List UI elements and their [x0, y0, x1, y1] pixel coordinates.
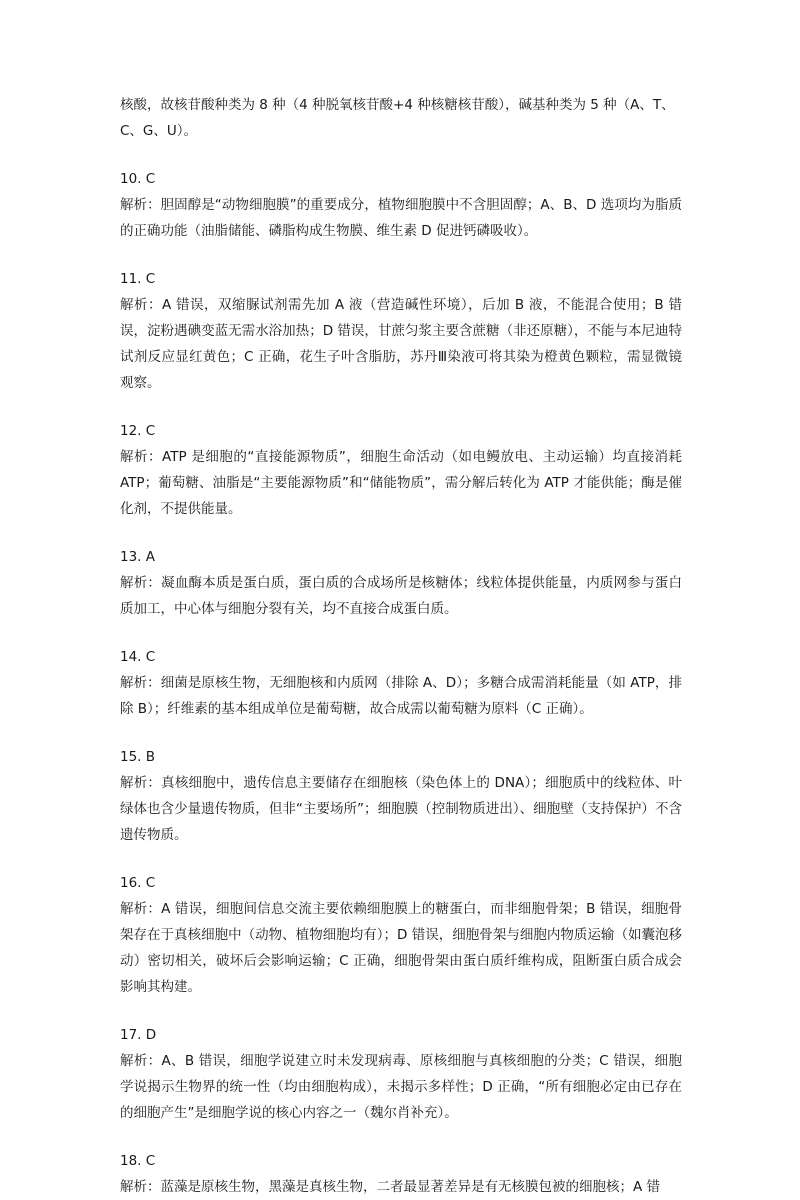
intro-paragraph: 核酸，故核苷酸种类为 8 种（4 种脱氧核苷酸+4 种核糖核苷酸），碱基种类为 5 种（A、T、C、G、U）。	[120, 97, 675, 139]
answer-label: 16. C	[120, 875, 156, 891]
explanation-text: 解析：蓝藻是原核生物，黑藻是真核生物，二者最显著差异是有无核膜包被的细胞核；A 错	[120, 1179, 661, 1195]
explanation-text: 解析：A、B 错误，细胞学说建立时未发现病毒、原核细胞与真核细胞的分类；C 错误，细胞学说揭示生物界的统一性（均由细胞构成），未揭示多样性；D 正确，“所有细胞必定由已存在的细胞产生”是细胞学说的核心内容之一（魏尔肖补充）。	[120, 1053, 682, 1121]
answer-item-12	[120, 418, 682, 522]
explanation-text: 解析：凝血酶本质是蛋白质，蛋白质的合成场所是核糖体；线粒体提供能量，内质网参与蛋白质加工，中心体与细胞分裂有关，均不直接合成蛋白质。	[120, 575, 682, 617]
answer-label: 11. C	[120, 271, 156, 287]
answer-item-16	[120, 870, 682, 1000]
explanation-text: 解析：细菌是原核生物，无细胞核和内质网（排除 A、D）；多糖合成需消耗能量（如 ATP，排除 B）；纤维素的基本组成单位是葡萄糖，故合成需以葡萄糖为原料（C 正确）。	[120, 675, 682, 717]
answer-item-13	[120, 544, 682, 622]
answer-label: 12. C	[120, 423, 156, 439]
explanation-text: 解析：A 错误，双缩脲试剂需先加 A 液（营造碱性环境），后加 B 液，不能混合使用；B 错误，淀粉遇碘变蓝无需水浴加热；D 错误，甘蔗匀浆主要含蔗糖（非还原糖），不能与本尼迪特试剂反应显红黄色；C 正确，花生子叶含脂肪，苏丹Ⅲ染液可将其染为橙黄色颗粒，需显微镜观察。	[120, 297, 682, 391]
answer-document	[120, 92, 682, 1200]
answer-label: 13. A	[120, 549, 155, 565]
answer-item-11	[120, 266, 682, 396]
answer-label: 14. C	[120, 649, 156, 665]
answer-label: 15. B	[120, 749, 156, 765]
explanation-text: 解析：ATP 是细胞的“直接能源物质”，细胞生命活动（如电鳗放电、主动运输）均直接消耗 ATP；葡萄糖、油脂是“主要能源物质”和“储能物质”，需分解后转化为 ATP 才能供能；酶是催化剂，不提供能量。	[120, 449, 682, 517]
answer-item-17	[120, 1022, 682, 1126]
answer-label: 17. D	[120, 1027, 157, 1043]
explanation-text: 解析：真核细胞中，遗传信息主要储存在细胞核（染色体上的 DNA）；细胞质中的线粒体、叶绿体也含少量遗传物质，但非“主要场所”；细胞膜（控制物质进出）、细胞壁（支持保护）不含遗传物质。	[120, 775, 682, 843]
answer-label: 10. C	[120, 171, 156, 187]
answer-item-10	[120, 166, 682, 244]
answer-item-15	[120, 744, 682, 848]
answer-label: 18. C	[120, 1153, 156, 1169]
explanation-text: 解析：A 错误，细胞间信息交流主要依赖细胞膜上的糖蛋白，而非细胞骨架；B 错误，细胞骨架存在于真核细胞中（动物、植物细胞均有）；D 错误，细胞骨架与细胞内物质运输（如囊泡移动）密切相关，破坏后会影响运输；C 正确，细胞骨架由蛋白质纤维构成，阻断蛋白质合成会影响其构建。	[120, 901, 682, 995]
explanation-text: 解析：胆固醇是“动物细胞膜”的重要成分，植物细胞膜中不含胆固醇；A、B、D 选项均为脂质的正确功能（油脂储能、磷脂构成生物膜、维生素 D 促进钙磷吸收）。	[120, 197, 682, 239]
answer-item-14	[120, 644, 682, 722]
answer-item-18	[120, 1148, 682, 1200]
